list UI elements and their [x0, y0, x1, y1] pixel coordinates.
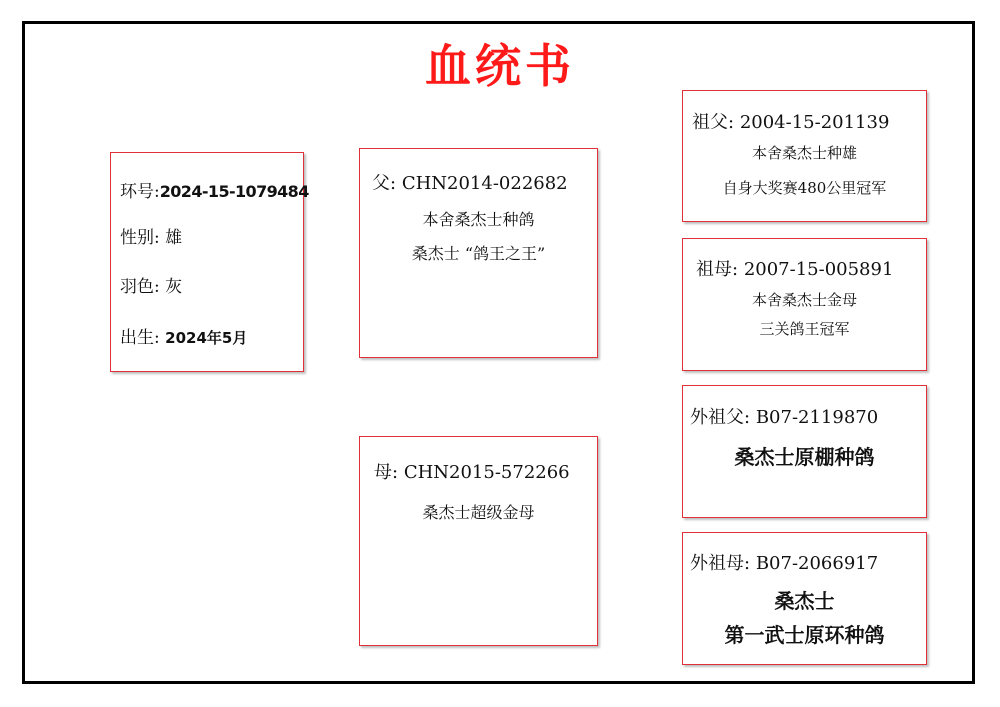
maternal-grandsire-line-1: 桑杰士原棚种鸽	[734, 445, 875, 469]
dam-label: 母:	[374, 462, 399, 483]
paternal-grandsire-heading	[692, 108, 889, 134]
dam-heading	[374, 458, 570, 484]
color-row	[120, 272, 182, 297]
color-value: 灰	[165, 277, 183, 297]
maternal-granddam-heading	[690, 549, 878, 575]
paternal-granddam-line-1: 本舍桑杰士金母	[751, 291, 857, 309]
paternal-grandsire-box	[682, 90, 927, 222]
birth-label: 出生:	[120, 328, 160, 348]
color-label: 羽色:	[120, 277, 160, 297]
paternal-granddam-heading	[696, 255, 893, 281]
maternal-granddam-ring: B07-2066917	[755, 553, 879, 574]
ring-label: 环号:	[120, 182, 160, 202]
sire-box	[359, 148, 598, 358]
sire-line-2: 桑杰士 “鸽王之王”	[411, 244, 546, 263]
sex-label: 性别:	[120, 228, 160, 248]
maternal-granddam-label: 外祖母:	[690, 553, 751, 574]
paternal-granddam-line-2: 三关鸽王冠军	[759, 320, 850, 338]
sire-heading	[372, 169, 568, 195]
dam-line-1: 桑杰士超级金母	[422, 503, 535, 522]
maternal-granddam-box	[682, 532, 927, 665]
sire-ring: CHN2014-022682	[401, 173, 568, 194]
birth-value: 2024年5月	[165, 329, 248, 347]
paternal-grandsire-line-1: 本舍桑杰士种雄	[751, 144, 857, 162]
maternal-grandsire-ring: B07-2119870	[755, 407, 879, 428]
paternal-granddam-box	[682, 238, 927, 371]
maternal-grandsire-box	[682, 385, 927, 518]
paternal-grandsire-ring: 2004-15-201139	[739, 112, 890, 133]
paternal-grandsire-label: 祖父:	[692, 112, 735, 133]
paternal-granddam-label: 祖母:	[696, 259, 739, 280]
maternal-grandsire-label: 外祖父:	[690, 407, 751, 428]
paternal-granddam-ring: 2007-15-005891	[743, 259, 894, 280]
paternal-grandsire-line-2: 自身大奖赛480公里冠军	[722, 179, 887, 197]
pigeon-info-box	[110, 152, 309, 372]
sire-line-1: 本舍桑杰士种鸽	[422, 210, 535, 229]
document-title: 血统书	[425, 39, 575, 93]
sex-row	[120, 223, 182, 248]
maternal-granddam-line-2: 第一武士原环种鸽	[724, 623, 885, 647]
ring-row	[120, 177, 309, 202]
maternal-granddam-line-1: 桑杰士	[774, 589, 835, 613]
sex-value: 雄	[165, 228, 183, 248]
dam-box	[359, 436, 598, 646]
ring-value: 2024-15-1079484	[159, 182, 309, 201]
dam-ring: CHN2015-572266	[403, 462, 570, 483]
maternal-grandsire-heading	[690, 403, 878, 429]
sire-label: 父:	[372, 173, 397, 194]
birth-row	[120, 323, 247, 348]
